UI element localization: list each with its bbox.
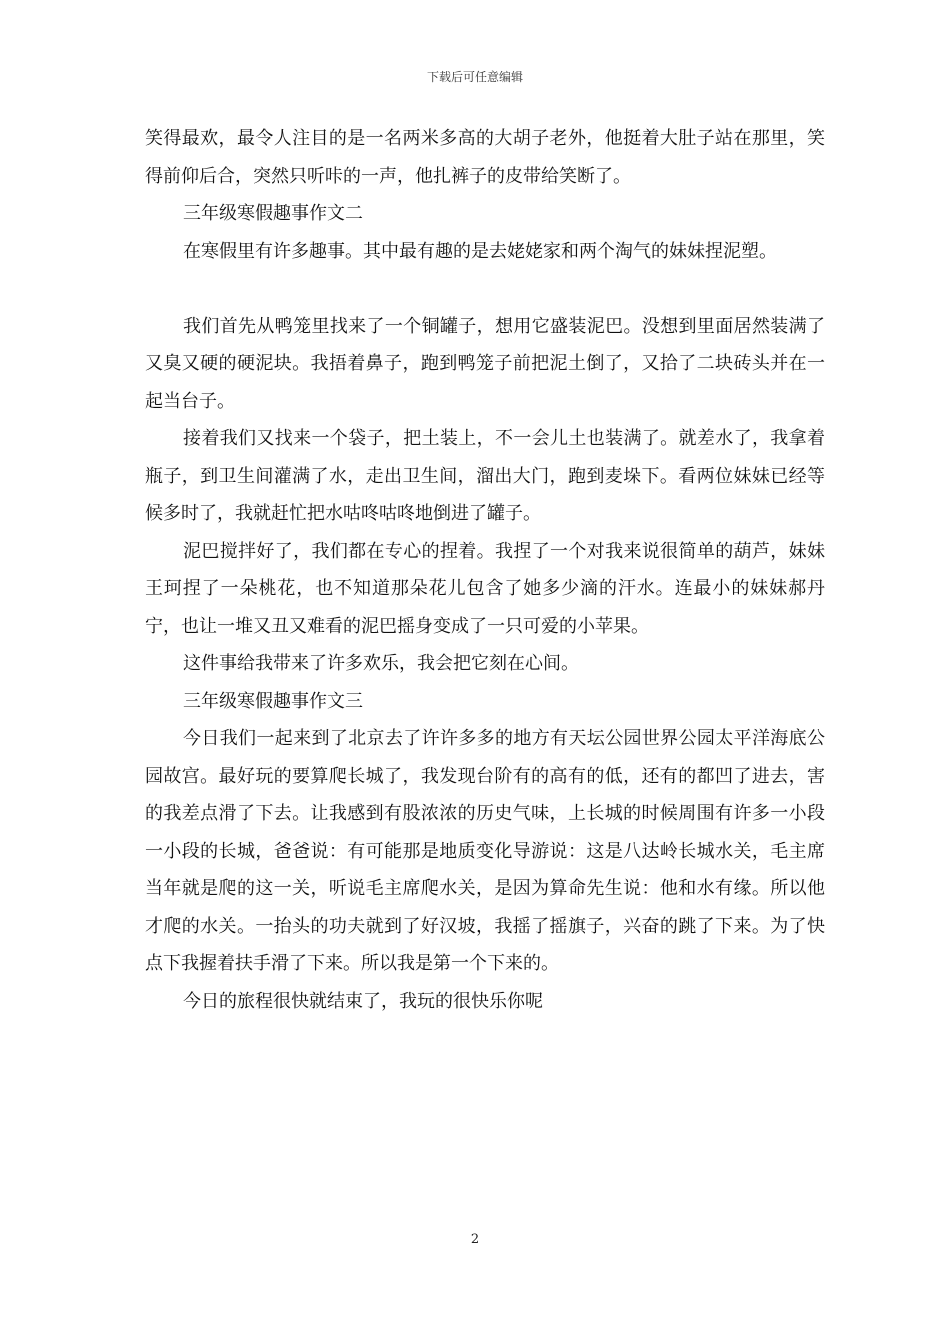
paragraph-closing: 今日的旅程很快就结束了，我玩的很快乐你呢	[183, 990, 543, 1012]
page-header: 下载后可任意编辑	[426, 70, 523, 84]
blank-line	[145, 270, 825, 308]
paragraph: 今日我们一起来到了北京去了许许多多的地方有天坛公园世界公园太平洋海底公园故宫。最好玩的要算爬长城了，我发现台阶有的高有的低，还有的都凹了进去，害的我差点滑了下去。让我感到有股浓浓的历史气味，上长城的时候周围有许多一小段一小段的长城，爸爸说：有可能那是地质变化导游说：这是八达岭长城水关，毛主席当年就是爬的这一关，听说毛主席爬水关，是因为算命先生说：他和水有缘。所以他才爬的水关。一抬头的功夫就到了好汉坡，我摇了摇旗子，兴奋的跳了下来。为了快点下我握着扶手滑了下来。所以我是第一个下来的。	[145, 728, 825, 974]
paragraph-continuation: 笑得最欢，最令人注目的是一名两米多高的大胡子老外，他挺着大肚子站在那里，笑得前仰后合，突然只听咔的一声，他扎裤子的皮带给笑断了。	[145, 128, 825, 187]
paragraph: 我们首先从鸭笼里找来了一个铜罐子，想用它盛装泥巴。没想到里面居然装满了又臭又硬的硬泥块。我捂着鼻子，跑到鸭笼子前把泥土倒了，又拾了二块砖头并在一起当台子。	[145, 315, 825, 412]
paragraph: 接着我们又找来一个袋子，把土装上，不一会儿土也装满了。就差水了，我拿着瓶子，到卫生间灌满了水，走出卫生间，溜出大门，跑到麦垛下。看两位妹妹已经等候多时了，我就赶忙把水咕咚咕咚地倒进了罐子。	[145, 428, 825, 524]
paragraph: 这件事给我带来了许多欢乐，我会把它刻在心间。	[183, 653, 579, 674]
section-heading-3: 三年级寒假趣事作文三	[183, 690, 363, 712]
document-body	[145, 120, 825, 1020]
page-number: 2	[470, 1232, 480, 1247]
paragraph-intro: 在寒假里有许多趣事。其中最有趣的是去姥姥家和两个淘气的妹妹捏泥塑。	[183, 240, 777, 262]
section-heading-2: 三年级寒假趣事作文二	[183, 203, 363, 224]
paragraph: 泥巴搅拌好了，我们都在专心的捏着。我捏了一个对我来说很简单的葫芦，妹妹王珂捏了一朵桃花，也不知道那朵花儿包含了她多少滴的汗水。连最小的妹妹郝丹宁，也让一堆又丑又难看的泥巴摇身变成了一只可爱的小苹果。	[145, 540, 825, 637]
